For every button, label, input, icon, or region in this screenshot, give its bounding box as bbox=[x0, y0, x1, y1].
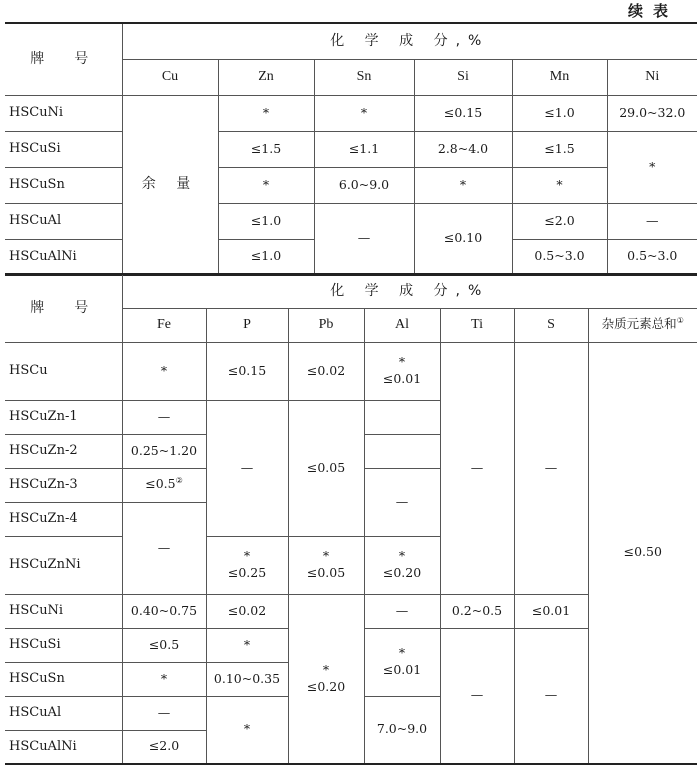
value-cell: * ≤0.20 bbox=[364, 536, 440, 594]
value-cell: * ≤0.20 bbox=[288, 594, 364, 764]
value-cell: — bbox=[514, 628, 588, 764]
brand-cell: HSCuZn-3 bbox=[5, 468, 122, 502]
value-cell: ≤2.0 bbox=[122, 730, 206, 764]
value-cell: — bbox=[440, 342, 514, 594]
table-row bbox=[5, 95, 697, 131]
col-cu: Cu bbox=[122, 59, 218, 95]
value-cell: 7.0~9.0 bbox=[364, 696, 440, 764]
brand-cell: HSCuAlNi bbox=[5, 239, 122, 275]
brand-cell: HSCuSi bbox=[5, 131, 122, 167]
brand-cell: HSCuZn-1 bbox=[5, 400, 122, 434]
value-cell: ≤1.5 bbox=[512, 131, 607, 167]
value-cell: * ≤0.01 bbox=[364, 628, 440, 696]
value-cell: — bbox=[122, 502, 206, 594]
table-row bbox=[5, 131, 697, 167]
value-cell: * bbox=[122, 662, 206, 696]
value-cell: * bbox=[512, 167, 607, 203]
value-cell: * bbox=[206, 628, 288, 662]
value-cell: 0.5~3.0 bbox=[607, 239, 697, 275]
value-cell: ≤1.0 bbox=[218, 203, 314, 239]
value-cell: * bbox=[218, 167, 314, 203]
value-cell: — bbox=[607, 203, 697, 239]
value-cell: — bbox=[314, 203, 414, 275]
table-row bbox=[5, 203, 697, 239]
col-sn: Sn bbox=[314, 59, 414, 95]
value-cell: 0.10~0.35 bbox=[206, 662, 288, 696]
value-cell: ≤0.01 bbox=[514, 594, 588, 628]
value-cell: 6.0~9.0 bbox=[314, 167, 414, 203]
value-cell: — bbox=[364, 468, 440, 536]
col-fe: Fe bbox=[122, 308, 206, 342]
impurity-total-cell: ≤0.50 bbox=[588, 342, 697, 764]
value-cell: 2.8~4.0 bbox=[414, 131, 512, 167]
value-cell: * bbox=[206, 696, 288, 764]
footnote-marker: ② bbox=[175, 476, 183, 486]
col-ti: Ti bbox=[440, 308, 514, 342]
value-cell: — bbox=[440, 628, 514, 764]
brand-cell: HSCuZnNi bbox=[5, 536, 122, 594]
brand-cell: HSCuZn-4 bbox=[5, 502, 122, 536]
col-mn: Mn bbox=[512, 59, 607, 95]
value-cell: ≤1.1 bbox=[314, 131, 414, 167]
table-row bbox=[5, 342, 697, 400]
brand-cell: HSCuNi bbox=[5, 95, 122, 131]
value-cell: ≤0.10 bbox=[414, 203, 512, 275]
value-cell bbox=[364, 434, 440, 468]
col-al: Al bbox=[364, 308, 440, 342]
cu-balance-cell: 余 量 bbox=[122, 95, 218, 275]
value-cell: ≤1.0 bbox=[218, 239, 314, 275]
value-cell: ≤0.02 bbox=[206, 594, 288, 628]
brand-header: 牌 号 bbox=[5, 23, 122, 95]
continued-label: 续表 bbox=[627, 2, 678, 20]
value-cell: ≤1.5 bbox=[218, 131, 314, 167]
brand-cell: HSCu bbox=[5, 342, 122, 400]
value-cell: ≤2.0 bbox=[512, 203, 607, 239]
brand-cell: HSCuSn bbox=[5, 662, 122, 696]
value-cell: — bbox=[122, 696, 206, 730]
value-cell: ≤1.0 bbox=[512, 95, 607, 131]
value-cell: ≤0.5 bbox=[122, 628, 206, 662]
col-zn: Zn bbox=[218, 59, 314, 95]
table-row bbox=[5, 167, 697, 203]
value-cell: 29.0~32.0 bbox=[607, 95, 697, 131]
brand-cell: HSCuAl bbox=[5, 203, 122, 239]
value-cell: 0.25~1.20 bbox=[122, 434, 206, 468]
value-cell: ≤0.15 bbox=[414, 95, 512, 131]
brand-cell: HSCuAl bbox=[5, 696, 122, 730]
value-cell: ≤0.15 bbox=[206, 342, 288, 400]
brand-header: 牌 号 bbox=[5, 274, 122, 342]
value-cell: * bbox=[607, 131, 697, 203]
brand-cell: HSCuAlNi bbox=[5, 730, 122, 764]
composition-table-1 bbox=[5, 22, 697, 276]
footnote-marker: ① bbox=[676, 316, 684, 326]
value-cell: — bbox=[514, 342, 588, 594]
composition-table-2 bbox=[5, 273, 697, 765]
value-cell: ≤0.5② bbox=[122, 468, 206, 502]
col-impurity-total: 杂质元素总和① bbox=[588, 308, 697, 342]
brand-cell: HSCuSi bbox=[5, 628, 122, 662]
value-cell: — bbox=[206, 400, 288, 536]
value-cell: * bbox=[122, 342, 206, 400]
col-ni: Ni bbox=[607, 59, 697, 95]
value-cell: * ≤0.01 bbox=[364, 342, 440, 400]
value-cell: * ≤0.05 bbox=[288, 536, 364, 594]
brand-cell: HSCuNi bbox=[5, 594, 122, 628]
value-cell: — bbox=[122, 400, 206, 434]
col-si: Si bbox=[414, 59, 512, 95]
col-pb: Pb bbox=[288, 308, 364, 342]
value-cell: 0.2~0.5 bbox=[440, 594, 514, 628]
composition-header: 化 学 成 分,% bbox=[122, 23, 697, 59]
value-cell: 0.40~0.75 bbox=[122, 594, 206, 628]
composition-header: 化 学 成 分,% bbox=[122, 274, 697, 308]
value-cell bbox=[364, 400, 440, 434]
value-cell: 0.5~3.0 bbox=[512, 239, 607, 275]
col-s: S bbox=[514, 308, 588, 342]
value-cell: ≤0.02 bbox=[288, 342, 364, 400]
value-cell: * bbox=[314, 95, 414, 131]
value-cell: * bbox=[414, 167, 512, 203]
col-p: P bbox=[206, 308, 288, 342]
value-cell: * bbox=[218, 95, 314, 131]
value-cell: * ≤0.25 bbox=[206, 536, 288, 594]
value-cell: ≤0.05 bbox=[288, 400, 364, 536]
brand-cell: HSCuSn bbox=[5, 167, 122, 203]
value-cell: — bbox=[364, 594, 440, 628]
brand-cell: HSCuZn-2 bbox=[5, 434, 122, 468]
